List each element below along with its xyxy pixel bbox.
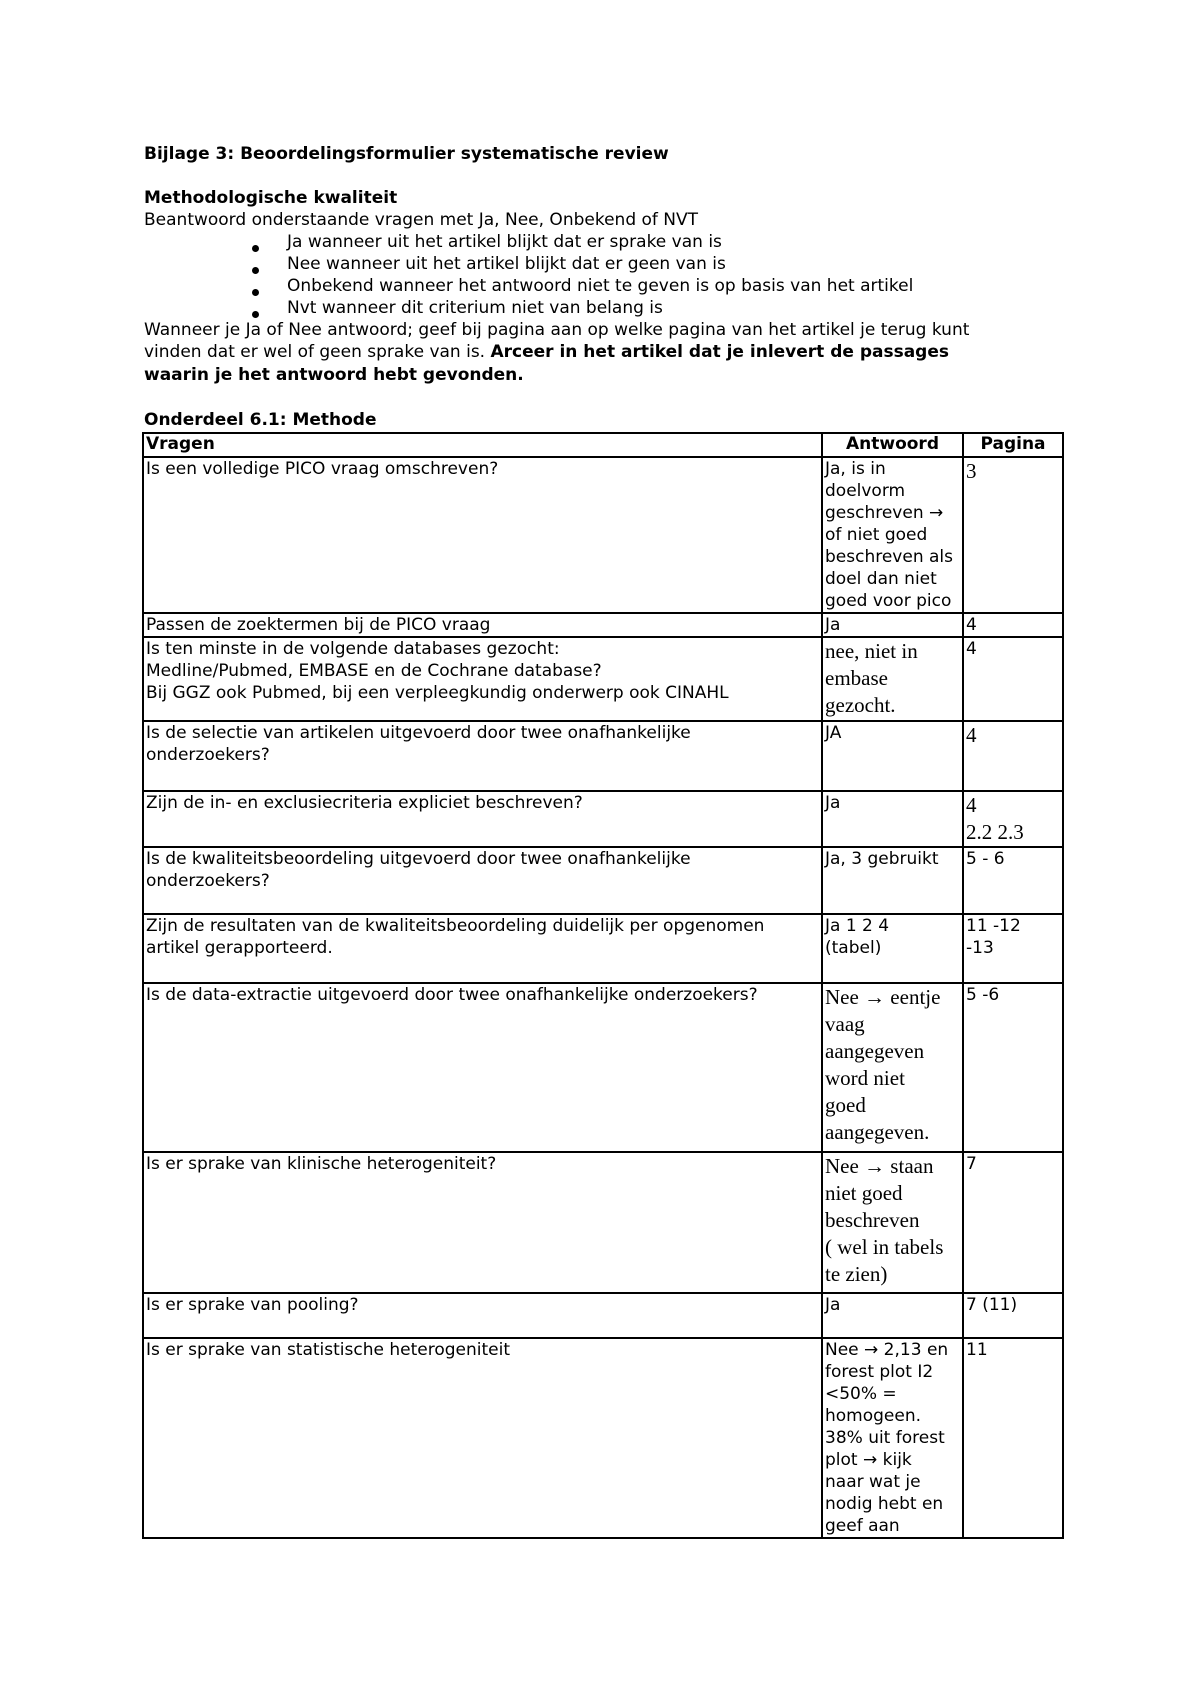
answer-cell: Ja (822, 1293, 963, 1338)
question-cell: Is er sprake van statistische heterogeniteit (143, 1338, 822, 1538)
table-row (143, 721, 1063, 791)
answer-cell: Ja (822, 613, 963, 637)
bullet-dot (252, 267, 259, 274)
question-cell: Zijn de in- en exclusiecriteria expliciet beschreven? (143, 791, 822, 847)
question-cell: Is de kwaliteitsbeoordeling uitgevoerd door twee onafhankelijke onderzoekers? (143, 847, 822, 914)
table-row (143, 1338, 1063, 1538)
assessment-table (142, 432, 1064, 1539)
table-row (143, 914, 1063, 983)
table-row (143, 1152, 1063, 1293)
header-antwoord: Antwoord (822, 433, 963, 457)
page-cell: 7 (963, 1152, 1063, 1293)
page-cell: 11 (963, 1338, 1063, 1538)
question-cell: Is ten minste in de volgende databases gezocht: Medline/Pubmed, EMBASE en de Cochrane database? Bij GGZ ook Pubmed, bij een verpleegkundig onderwerp ook CINAHL (143, 637, 822, 721)
answer-cell: nee, niet in embase gezocht. (822, 637, 963, 721)
instruction-text: vinden dat er wel of geen sprake van is. (144, 342, 491, 362)
bullet-item-onbekend: Onbekend wanneer het antwoord niet te geven is op basis van het artikel (287, 276, 914, 296)
question-cell: Passen de zoektermen bij de PICO vraag (143, 613, 822, 637)
page-cell: 4 (963, 721, 1063, 791)
section-title: Methodologische kwaliteit (144, 188, 398, 208)
answer-cell: Nee → 2,13 en forest plot I2 <50% = homogeen. 38% uit forest plot → kijk naar wat je nodig hebt en geef aan (822, 1338, 963, 1538)
question-cell: Is een volledige PICO vraag omschreven? (143, 457, 822, 613)
bullet-item-nvt: Nvt wanneer dit criterium niet van belang is (287, 298, 663, 318)
page-cell: 5 - 6 (963, 847, 1063, 914)
table-row (143, 847, 1063, 914)
answer-cell: Nee → eentje vaag aangegeven word niet goed aangegeven. (822, 983, 963, 1152)
table-row (143, 791, 1063, 847)
header-pagina: Pagina (963, 433, 1063, 457)
instruction-line-2 (144, 341, 949, 363)
header-vragen: Vragen (143, 433, 822, 457)
answer-cell: Nee → staan niet goed beschreven ( wel in tabels te zien) (822, 1152, 963, 1293)
table-row (143, 1293, 1063, 1338)
answer-cell: Ja, 3 gebruikt (822, 847, 963, 914)
page-cell: 3 (963, 457, 1063, 613)
question-cell: Is de selectie van artikelen uitgevoerd door twee onafhankelijke onderzoekers? (143, 721, 822, 791)
answer-cell: JA (822, 721, 963, 791)
table-title: Onderdeel 6.1: Methode (144, 410, 377, 430)
instruction-line-1: Wanneer je Ja of Nee antwoord; geef bij pagina aan op welke pagina van het artikel je terug kunt (144, 320, 970, 340)
bullet-dot (252, 289, 259, 296)
table-header-row (143, 433, 1063, 457)
table-row (143, 637, 1063, 721)
bullet-item-nee: Nee wanneer uit het artikel blijkt dat er geen van is (287, 254, 726, 274)
page-cell: 4 2.2 2.3 (963, 791, 1063, 847)
bullet-dot (252, 311, 259, 318)
table-row (143, 983, 1063, 1152)
page-cell: 11 -12 -13 (963, 914, 1063, 983)
table-row (143, 613, 1063, 637)
question-cell: Is de data-extractie uitgevoerd door twee onafhankelijke onderzoekers? (143, 983, 822, 1152)
instruction-line-3: waarin je het antwoord hebt gevonden. (144, 365, 524, 385)
page-cell: 4 (963, 637, 1063, 721)
document-heading: Bijlage 3: Beoordelingsformulier systematische review (144, 144, 669, 164)
answer-cell: Ja, is in doelvorm geschreven → of niet goed beschreven als doel dan niet goed voor pico (822, 457, 963, 613)
answer-cell: Ja (822, 791, 963, 847)
table-row (143, 457, 1063, 613)
question-cell: Is er sprake van pooling? (143, 1293, 822, 1338)
answer-cell: Ja 1 2 4 (tabel) (822, 914, 963, 983)
question-cell: Zijn de resultaten van de kwaliteitsbeoordeling duidelijk per opgenomen artikel gerapporteerd. (143, 914, 822, 983)
section-intro: Beantwoord onderstaande vragen met Ja, Nee, Onbekend of NVT (144, 210, 699, 230)
question-cell: Is er sprake van klinische heterogeniteit? (143, 1152, 822, 1293)
page-cell: 5 -6 (963, 983, 1063, 1152)
page-cell: 4 (963, 613, 1063, 637)
bullet-item-ja: Ja wanneer uit het artikel blijkt dat er sprake van is (287, 232, 722, 252)
page-cell: 7 (11) (963, 1293, 1063, 1338)
bullet-dot (252, 245, 259, 252)
instruction-emphasis: Arceer in het artikel dat je inlevert de passages (490, 342, 949, 362)
